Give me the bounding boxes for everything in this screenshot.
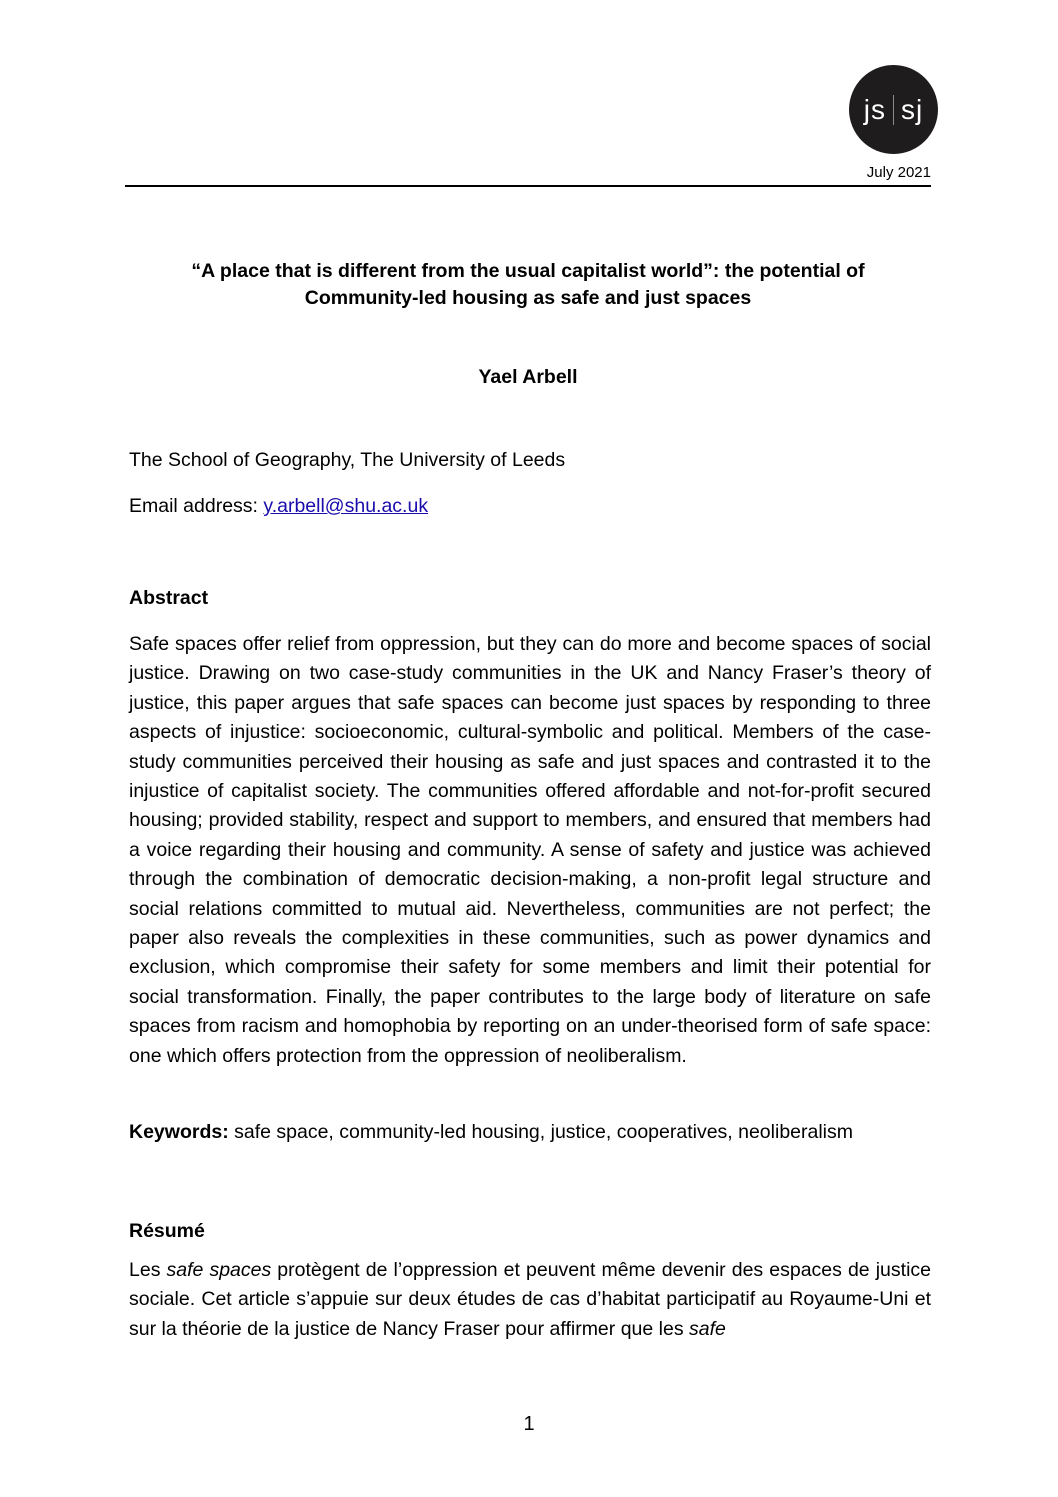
resume-text: [129, 1256, 931, 1344]
keywords-list: safe space, community-led housing, justice, cooperatives, neoliberalism: [228, 1121, 854, 1143]
resume-text-part: protègent de l’oppression et peuvent même devenir des espaces de justice sociale. Cet article s’appuie sur deux études de cas d’habitat participatif au Royaume-Uni et sur la théorie de la justice de Nancy Fraser pour affirmer que les: [129, 1259, 931, 1340]
header-rule: [125, 185, 931, 187]
title-line-2: Community-led housing as safe and just spaces: [304, 287, 752, 309]
logo-divider: [893, 95, 894, 125]
resume-heading: Résumé: [129, 1220, 205, 1242]
keywords: [129, 1121, 853, 1144]
resume-italic-term: safe spaces: [166, 1259, 272, 1281]
title-line-1: “A place that is different from the usual capitalist world”: the potential of: [191, 260, 865, 282]
abstract-text: Safe spaces offer relief from oppression, but they can do more and become spaces of social justice. Drawing on two case-study communities in the UK and Nancy Fraser’s theory of justice, this paper argues that safe spaces can become just spaces by responding to three aspects of injustice: socioeconomic, cultural-symbolic and political. Members of the case-study communities perceived their housing as safe and just spaces and contrasted it to the injustice of capitalist society. The communities offered affordable and not-for-profit secured housing; provided stability, respect and support to members, and ensured that members had a voice regarding their housing and community. A sense of safety and justice was achieved through the combination of democratic decision-making, a non-profit legal structure and social relations committed to mutual aid. Nevertheless, communities are not perfect; the paper also reveals the complexities in these communities, such as power dynamics and exclusion, which compromise their safety for some members and limit their potential for social transformation. Finally, the paper contributes to the large body of literature on safe spaces from racism and homophobia by reporting on an under-theorised form of safe space: one which offers protection from the oppression of neoliberalism.: [129, 633, 931, 1067]
abstract-heading: Abstract: [129, 587, 209, 609]
journal-logo: [849, 65, 938, 154]
page-number: 1: [523, 1413, 535, 1435]
logo-text-right: sj: [901, 93, 924, 125]
author-affiliation: The School of Geography, The University of Leeds: [129, 449, 566, 471]
author-name: Yael Arbell: [478, 366, 578, 388]
logo-text-left: js: [863, 93, 886, 125]
issue-date: July 2021: [866, 164, 931, 181]
email-link[interactable]: y.arbell@shu.ac.uk: [263, 495, 429, 517]
email-label: Email address:: [129, 495, 264, 517]
article-title: [125, 258, 931, 312]
keywords-label: Keywords:: [129, 1121, 229, 1143]
resume-text-part: Les: [129, 1259, 167, 1281]
resume-italic-term: safe: [689, 1317, 726, 1340]
email-line: [129, 495, 428, 518]
